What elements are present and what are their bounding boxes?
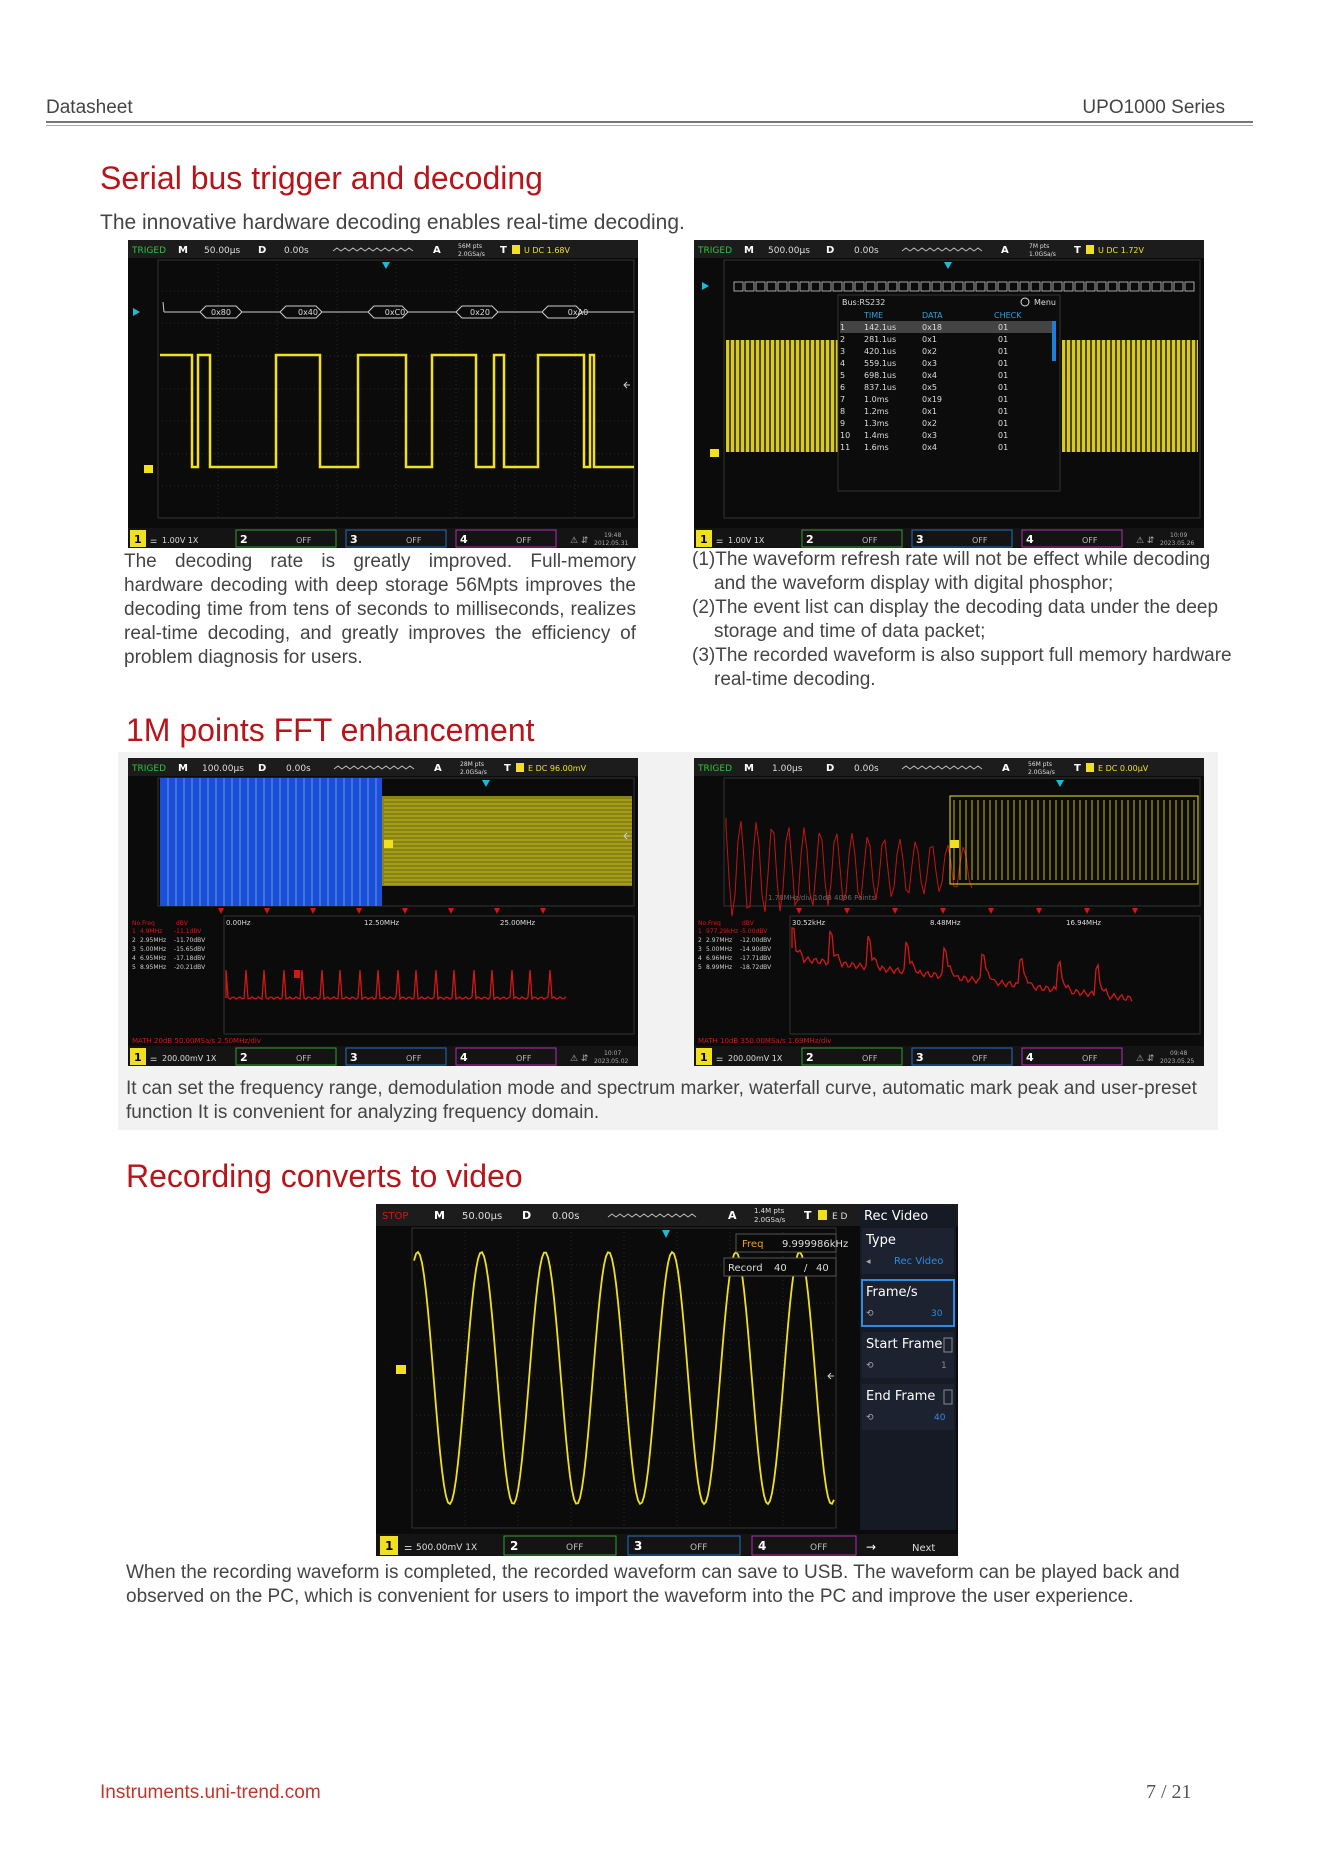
svg-text:4: 4 bbox=[1026, 1051, 1034, 1064]
svg-text:⚠ ⇵: ⚠ ⇵ bbox=[1136, 536, 1155, 546]
waterfall-label: 1.78MHz/div 10dB 4096 Points bbox=[768, 894, 876, 902]
sample-rate: 2.0GSa/s bbox=[458, 251, 485, 258]
svg-text:M: M bbox=[178, 245, 188, 256]
memory-depth: 56M pts bbox=[458, 243, 483, 250]
clock-time: 10:07 bbox=[604, 1050, 622, 1057]
peak-header: Freq bbox=[708, 920, 721, 927]
rec-menu-title: Rec Video bbox=[864, 1209, 929, 1224]
event-row-time: 420.1us bbox=[864, 347, 897, 356]
svg-text:4: 4 bbox=[460, 533, 468, 546]
event-row-time: 1.4ms bbox=[864, 431, 889, 440]
svg-text:T: T bbox=[1074, 763, 1081, 774]
svg-text:2: 2 bbox=[806, 1051, 814, 1064]
svg-text:Rec Video: Rec Video bbox=[894, 1256, 944, 1267]
event-row-index: 9 bbox=[840, 419, 846, 428]
header-rule-thin bbox=[46, 125, 1253, 126]
scope-screenshot-fft-a bbox=[128, 758, 638, 1066]
event-row-check: 01 bbox=[998, 335, 1009, 344]
event-row-check: 01 bbox=[998, 395, 1009, 404]
ch3-setting: OFF bbox=[406, 536, 422, 545]
delay-value: 0.00s bbox=[284, 246, 309, 256]
timebase-value: 1.00µs bbox=[772, 764, 803, 774]
event-row-data: 0x4 bbox=[922, 371, 937, 380]
svg-text:3: 3 bbox=[350, 1051, 358, 1064]
svg-text:⟲: ⟲ bbox=[866, 1361, 874, 1371]
event-row-time: 1.0ms bbox=[864, 395, 889, 404]
svg-text:3: 3 bbox=[350, 533, 358, 546]
page-number: 7 / 21 bbox=[1146, 1781, 1192, 1803]
event-table-menu: Menu bbox=[1034, 298, 1056, 307]
ch2-setting: OFF bbox=[296, 1054, 312, 1063]
ch2-setting: OFF bbox=[862, 536, 878, 545]
peak-marker bbox=[310, 908, 316, 914]
record-value: 40 bbox=[774, 1263, 787, 1274]
memory-depth: 56M pts bbox=[1028, 761, 1053, 768]
section-title-fft: 1M points FFT enhancement bbox=[126, 712, 535, 748]
peak-row-freq: 5.00MHz bbox=[706, 946, 733, 953]
trigger-setting: E DC 96.00mV bbox=[528, 764, 587, 773]
event-row-data: 0x3 bbox=[922, 431, 937, 440]
peak-row-index: 2 bbox=[698, 937, 702, 944]
peak-row-index: 4 bbox=[132, 955, 136, 962]
ch4-setting: OFF bbox=[810, 1543, 828, 1553]
svg-text:Start Frame: Start Frame bbox=[866, 1337, 943, 1352]
header-rule bbox=[46, 121, 1253, 123]
doc-header-right: UPO1000 Series bbox=[1082, 97, 1225, 118]
event-row-data: 0x1 bbox=[922, 335, 937, 344]
scope-display bbox=[694, 758, 1204, 1066]
ch3-setting: OFF bbox=[972, 1054, 988, 1063]
svg-text:⟲: ⟲ bbox=[866, 1309, 874, 1319]
peak-row-freq: 5.00MHz bbox=[140, 946, 167, 953]
peak-row-level: -15.65dBV bbox=[174, 946, 206, 953]
fft-caption: It can set the frequency range, demodulation mode and spectrum marker, waterfall curve, automatic mark peak and user-preset function It is convenient for analyzing frequency domain. bbox=[126, 1078, 1197, 1123]
clock-date: 2023.05.26 bbox=[1160, 540, 1195, 547]
event-row-index: 7 bbox=[840, 395, 846, 404]
recording-caption: When the recording waveform is completed, the recorded waveform can save to USB. The waveform can be played back and observed on the PC, which is convenient for users to import the waveform into the PC and improve the user experience. bbox=[126, 1562, 1180, 1607]
event-row-data: 0x3 bbox=[922, 359, 937, 368]
event-row-time: 1.3ms bbox=[864, 419, 889, 428]
bus-label: 0x80 bbox=[210, 308, 232, 317]
peak-header: dBV bbox=[176, 920, 188, 927]
delay-value: 0.00s bbox=[854, 246, 879, 256]
peak-row-level: -14.90dBV bbox=[740, 946, 772, 953]
svg-text:A: A bbox=[728, 1209, 737, 1222]
ch1-setting: 1.00V 1X bbox=[728, 536, 765, 545]
paragraph-decoding-rate: The decoding rate is greatly improved. Full-memory hardware decoding with deep storage 56Mpts improves the decoding time from tens of seconds to milliseconds, realizes real-time decoding, and greatly improves the efficiency of problem diagnosis for users. bbox=[124, 551, 636, 668]
freq-tick: 30.52kHz bbox=[792, 919, 826, 927]
event-row-data: 0x4 bbox=[922, 443, 937, 452]
svg-text:T: T bbox=[804, 1209, 812, 1222]
feature-item: (3)The recorded waveform is also support full memory hardware real-time decoding. bbox=[692, 645, 1232, 690]
clock-date: 2023.05.02 bbox=[594, 1058, 629, 1065]
event-row-index: 8 bbox=[840, 407, 846, 416]
event-row-check: 01 bbox=[998, 347, 1009, 356]
timebase-value: 100.00µs bbox=[202, 764, 244, 774]
ch3-setting: OFF bbox=[406, 1054, 422, 1063]
peak-row-index: 2 bbox=[132, 937, 136, 944]
peak-row-freq: 2.97MHz bbox=[706, 937, 733, 944]
event-row-check: 01 bbox=[998, 371, 1009, 380]
peak-row-freq: 2.95MHz bbox=[140, 937, 167, 944]
freq-tick: 0.00Hz bbox=[226, 919, 251, 927]
svg-text:⚠ ⇵: ⚠ ⇵ bbox=[1136, 1054, 1155, 1064]
feature-item: (1)The waveform refresh rate will not be effect while decoding and the waveform display with digital phosphor; bbox=[692, 549, 1211, 594]
svg-text:2: 2 bbox=[510, 1539, 519, 1553]
ch1-setting: 500.00mV 1X bbox=[416, 1543, 478, 1553]
peak-row-freq: 4.9MHz bbox=[140, 928, 163, 935]
event-row-data: 0x1 bbox=[922, 407, 937, 416]
ch2-setting: OFF bbox=[566, 1543, 584, 1553]
trigger-setting: U DC 1.68V bbox=[524, 246, 570, 255]
decoded-bus-row bbox=[734, 282, 1194, 291]
record-label: Record bbox=[728, 1263, 763, 1274]
peak-row-level: -20.21dBV bbox=[174, 964, 206, 971]
event-row-data: 0x2 bbox=[922, 419, 937, 428]
peak-header: No. bbox=[698, 920, 708, 927]
timebase-value: 50.00µs bbox=[204, 246, 241, 256]
svg-text:1: 1 bbox=[134, 533, 142, 546]
sample-rate: 2.0GSa/s bbox=[754, 1216, 786, 1224]
peak-marker bbox=[218, 908, 224, 914]
math-setting: MATH 10dB 350.00MSa/s 1.69MHz/div bbox=[698, 1037, 832, 1045]
svg-text:M: M bbox=[744, 245, 754, 256]
event-row-check: 01 bbox=[998, 359, 1009, 368]
scope-display bbox=[128, 240, 638, 548]
rec-menu-type[interactable] bbox=[862, 1228, 954, 1274]
freq-tick: 16.94MHz bbox=[1066, 919, 1102, 927]
next-button[interactable]: Next bbox=[912, 1543, 936, 1554]
scope-screenshot-fft-b bbox=[694, 758, 1204, 1066]
svg-text:1: 1 bbox=[941, 1361, 947, 1371]
svg-text:3: 3 bbox=[634, 1539, 643, 1553]
svg-text:1: 1 bbox=[385, 1539, 394, 1553]
svg-text:1: 1 bbox=[700, 1051, 708, 1064]
svg-text:4: 4 bbox=[1026, 533, 1034, 546]
svg-text:A: A bbox=[1001, 245, 1009, 256]
feature-item: (2)The event list can display the decoding data under the deep storage and time of data packet; bbox=[692, 597, 1219, 642]
peak-row-level: -17.71dBV bbox=[740, 955, 772, 962]
clock-date: 2012.05.31 bbox=[594, 540, 629, 547]
peak-row-index: 5 bbox=[698, 964, 702, 971]
svg-text:3: 3 bbox=[916, 533, 924, 546]
peak-marker bbox=[540, 908, 546, 914]
memory-depth: 1.4M pts bbox=[754, 1207, 785, 1215]
event-row-data: 0x5 bbox=[922, 383, 937, 392]
peak-marker bbox=[796, 908, 802, 914]
ch4-setting: OFF bbox=[516, 1054, 532, 1063]
svg-text:⚌: ⚌ bbox=[716, 536, 724, 545]
peak-row-freq: 8.99MHz bbox=[706, 964, 733, 971]
svg-text:M: M bbox=[434, 1209, 445, 1222]
feature-list bbox=[692, 548, 1232, 692]
svg-text:T: T bbox=[500, 245, 507, 256]
svg-text:◂: ◂ bbox=[866, 1257, 871, 1267]
peak-row-level: -17.18dBV bbox=[174, 955, 206, 962]
bus-label: 0x20 bbox=[469, 308, 491, 317]
math-setting: MATH 20dB 50.00MSa/s 2.50MHz/div bbox=[132, 1037, 261, 1045]
section-subtitle-serial-bus: The innovative hardware decoding enables real-time decoding. bbox=[100, 211, 685, 234]
svg-text:⚌: ⚌ bbox=[150, 1054, 158, 1063]
record-separator: / bbox=[804, 1263, 808, 1274]
bus-label: 0x40 bbox=[297, 308, 319, 317]
peak-marker bbox=[356, 908, 362, 914]
svg-text:⟲: ⟲ bbox=[866, 1413, 874, 1423]
svg-text:D: D bbox=[826, 763, 835, 774]
freq-value: 9.999986kHz bbox=[782, 1239, 849, 1250]
peak-marker bbox=[988, 908, 994, 914]
svg-text:M: M bbox=[178, 763, 188, 774]
event-row-index: 2 bbox=[840, 335, 846, 344]
svg-text:D: D bbox=[258, 245, 267, 256]
trigger-setting: U DC 1.72V bbox=[1098, 246, 1144, 255]
peak-marker bbox=[448, 908, 454, 914]
clock-date: 2023.05.25 bbox=[1160, 1058, 1195, 1065]
scope-screenshot-recording bbox=[376, 1204, 958, 1556]
svg-text:2: 2 bbox=[240, 1051, 248, 1064]
bus-label: 0xA0 bbox=[567, 308, 589, 317]
peak-marker bbox=[892, 908, 898, 914]
peak-row-level: -11.70dBV bbox=[174, 937, 206, 944]
status-label: STOP bbox=[382, 1211, 409, 1222]
delay-value: 0.00s bbox=[552, 1211, 580, 1222]
peak-marker bbox=[844, 908, 850, 914]
waveform-burst bbox=[1066, 340, 1196, 452]
svg-text:Type: Type bbox=[866, 1233, 896, 1248]
scope-display bbox=[128, 758, 638, 1066]
peak-row-index: 1 bbox=[698, 928, 702, 935]
event-row-time: 698.1us bbox=[864, 371, 897, 380]
svg-text:A: A bbox=[1002, 763, 1010, 774]
svg-text:⚠ ⇵: ⚠ ⇵ bbox=[570, 536, 589, 546]
rec-menu-start-frame[interactable] bbox=[862, 1332, 954, 1378]
event-row-check: 01 bbox=[998, 383, 1009, 392]
peak-marker bbox=[402, 908, 408, 914]
event-row-time: 281.1us bbox=[864, 335, 897, 344]
ch4-setting: OFF bbox=[1082, 536, 1098, 545]
event-row-index: 4 bbox=[840, 359, 846, 368]
peak-marker bbox=[940, 908, 946, 914]
event-row-index: 5 bbox=[840, 371, 846, 380]
sample-rate: 2.0GSa/s bbox=[1028, 769, 1055, 776]
trigger-setting: E D bbox=[832, 1212, 848, 1222]
svg-text:⚌: ⚌ bbox=[404, 1543, 413, 1553]
freq-tick: 12.50MHz bbox=[364, 919, 400, 927]
ch1-setting: 200.00mV 1X bbox=[162, 1054, 217, 1063]
ch2-setting: OFF bbox=[862, 1054, 878, 1063]
event-row-time: 142.1us bbox=[864, 323, 897, 332]
peak-row-index: 3 bbox=[698, 946, 702, 953]
event-row-time: 1.2ms bbox=[864, 407, 889, 416]
svg-text:1: 1 bbox=[134, 1051, 142, 1064]
clock-time: 10:09 bbox=[1170, 532, 1188, 539]
record-total: 40 bbox=[816, 1263, 829, 1274]
ch3-setting: OFF bbox=[690, 1543, 708, 1553]
status-label: TRIGED bbox=[698, 246, 732, 256]
event-row-check: 01 bbox=[998, 419, 1009, 428]
event-row-data: 0x18 bbox=[922, 323, 943, 332]
peak-row-index: 5 bbox=[132, 964, 136, 971]
peak-marker bbox=[1132, 908, 1138, 914]
freq-tick: 25.00MHz bbox=[500, 919, 536, 927]
memory-depth: 28M pts bbox=[460, 761, 485, 768]
event-row-data: 0x19 bbox=[922, 395, 943, 404]
event-row-time: 1.6ms bbox=[864, 443, 889, 452]
ch1-setting: 1.00V 1X bbox=[162, 536, 199, 545]
peak-header: dBV bbox=[742, 920, 754, 927]
svg-text:2: 2 bbox=[240, 533, 248, 546]
footer-website-link[interactable]: Instruments.uni-trend.com bbox=[100, 1782, 321, 1803]
svg-text:D: D bbox=[826, 245, 835, 256]
bus-label: 0xC0 bbox=[384, 308, 406, 317]
freq-label: Freq bbox=[742, 1239, 764, 1250]
svg-text:3: 3 bbox=[916, 1051, 924, 1064]
doc-header-left: Datasheet bbox=[46, 97, 133, 118]
svg-text:D: D bbox=[258, 763, 267, 774]
svg-text:1: 1 bbox=[700, 533, 708, 546]
event-row-check: 01 bbox=[998, 431, 1009, 440]
delay-value: 0.00s bbox=[854, 764, 879, 774]
trigger-setting: E DC 0.00µV bbox=[1098, 764, 1149, 773]
svg-text:A: A bbox=[433, 245, 441, 256]
event-row-check: 01 bbox=[998, 323, 1009, 332]
peak-row-freq: 977.29kHz bbox=[706, 928, 739, 935]
peak-header: No. bbox=[132, 920, 142, 927]
sample-rate: 2.0GSa/s bbox=[460, 769, 487, 776]
event-row-time: 837.1us bbox=[864, 383, 897, 392]
memory-depth: 7M pts bbox=[1029, 243, 1050, 250]
peak-row-level: -11.1dBV bbox=[174, 928, 202, 935]
next-arrow-icon: → bbox=[866, 1540, 877, 1554]
svg-text:T: T bbox=[504, 763, 511, 774]
scope-display bbox=[694, 240, 1204, 548]
svg-text:Frame/s: Frame/s bbox=[866, 1285, 918, 1300]
peak-marker bbox=[264, 908, 270, 914]
peak-row-level: -5.00dBV bbox=[740, 928, 768, 935]
clock-time: 09:48 bbox=[1170, 1050, 1188, 1057]
svg-text:40: 40 bbox=[934, 1413, 946, 1423]
section-title-recording: Recording converts to video bbox=[126, 1158, 523, 1194]
event-row-check: 01 bbox=[998, 443, 1009, 452]
column-header: DATA bbox=[922, 311, 943, 320]
event-row-index: 6 bbox=[840, 383, 846, 392]
clock-time: 19:48 bbox=[604, 532, 622, 539]
ch4-setting: OFF bbox=[1082, 1054, 1098, 1063]
rec-menu-frames-per-second[interactable] bbox=[862, 1280, 954, 1326]
peak-marker bbox=[1036, 908, 1042, 914]
svg-text:⚌: ⚌ bbox=[150, 536, 158, 545]
column-header: TIME bbox=[864, 311, 884, 320]
event-row-index: 3 bbox=[840, 347, 846, 356]
svg-text:T: T bbox=[1074, 245, 1081, 256]
column-header: CHECK bbox=[994, 311, 1022, 320]
section-title-serial-bus: Serial bus trigger and decoding bbox=[100, 160, 543, 196]
scope-screenshot-decoding bbox=[128, 240, 638, 548]
peak-row-freq: 8.95MHz bbox=[140, 964, 167, 971]
svg-text:2: 2 bbox=[806, 533, 814, 546]
timebase-value: 500.00µs bbox=[768, 246, 810, 256]
ch1-setting: 200.00mV 1X bbox=[728, 1054, 783, 1063]
ch4-setting: OFF bbox=[516, 536, 532, 545]
freq-tick: 8.48MHz bbox=[930, 919, 961, 927]
svg-text:⚠ ⇵: ⚠ ⇵ bbox=[570, 1054, 589, 1064]
peak-row-index: 1 bbox=[132, 928, 136, 935]
svg-text:4: 4 bbox=[460, 1051, 468, 1064]
event-row-index: 11 bbox=[840, 443, 851, 452]
timebase-value: 50.00µs bbox=[462, 1211, 503, 1222]
svg-text:A: A bbox=[434, 763, 442, 774]
scope-screenshot-event-list bbox=[694, 240, 1204, 548]
peak-marker bbox=[1084, 908, 1090, 914]
peak-row-freq: 6.96MHz bbox=[706, 955, 733, 962]
svg-text:M: M bbox=[744, 763, 754, 774]
peak-row-index: 4 bbox=[698, 955, 702, 962]
rec-menu-end-frame[interactable] bbox=[862, 1384, 954, 1430]
status-label: TRIGED bbox=[698, 764, 732, 774]
event-row-time: 559.1us bbox=[864, 359, 897, 368]
status-label: TRIGED bbox=[132, 246, 166, 256]
ch2-setting: OFF bbox=[296, 536, 312, 545]
svg-text:30: 30 bbox=[931, 1309, 943, 1319]
peak-row-freq: 6.95MHz bbox=[140, 955, 167, 962]
delay-value: 0.00s bbox=[286, 764, 311, 774]
peak-row-level: -12.00dBV bbox=[740, 937, 772, 944]
sample-rate: 1.0GSa/s bbox=[1029, 251, 1056, 258]
peak-row-level: -18.72dBV bbox=[740, 964, 772, 971]
event-table-title: Bus:RS232 bbox=[842, 298, 886, 307]
svg-text:4: 4 bbox=[758, 1539, 767, 1553]
svg-text:End Frame: End Frame bbox=[866, 1389, 936, 1404]
ch3-setting: OFF bbox=[972, 536, 988, 545]
status-label: TRIGED bbox=[132, 764, 166, 774]
peak-row-index: 3 bbox=[132, 946, 136, 953]
scope-display bbox=[376, 1204, 958, 1556]
event-row-index: 1 bbox=[840, 323, 846, 332]
svg-text:D: D bbox=[522, 1209, 532, 1222]
event-row-index: 10 bbox=[840, 431, 851, 440]
svg-text:⚌: ⚌ bbox=[716, 1054, 724, 1063]
event-row-data: 0x2 bbox=[922, 347, 937, 356]
peak-marker bbox=[494, 908, 500, 914]
peak-header: Freq bbox=[142, 920, 155, 927]
event-row-check: 01 bbox=[998, 407, 1009, 416]
